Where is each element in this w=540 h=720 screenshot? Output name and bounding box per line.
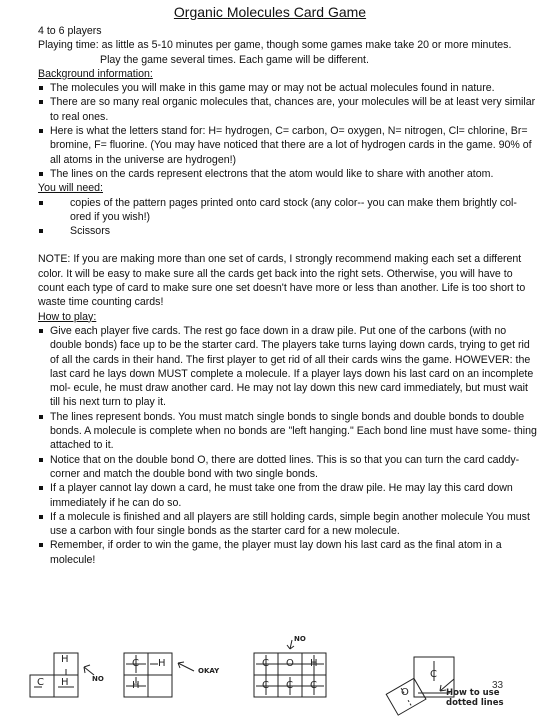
atom-label: H [61,677,69,688]
background-heading: Background information: [38,67,153,80]
page-title: Organic Molecules Card Game [173,4,367,20]
players-line: 4 to 6 players [38,25,102,37]
page-number: 33 [492,680,504,691]
atom-label: C [310,680,317,691]
need-heading: You will need: [38,182,103,195]
list-item: Give each player five cards. The rest go face down in a draw pile. Put one of the carbons (with no double bonds) face up to be the starter card. The players take turns laying down cards, trying to get rid of all the cards in their hand. The first player to get rid of all their cards wins the game. HOWEVER: the last card he lays down MUST complete a molecule. If a player lays down his last card on an incomplete mol- ecule, he must draw another card. He may not lay down this new card immediately, but must wait till his next turn to play it. [38,324,538,410]
atom-label: O [401,687,409,698]
atom-label: C [37,677,44,688]
list-item: Here is what the letters stand for: H= hydrogen, C= carbon, O= oxygen, N= nitrogen, Cl= chlorine, Br= bromine, F= fluorine. (You may have noticed that there are a lot of hydrogen cards in the game. 90% of all atoms in the universe are hydrogen!) [38,124,538,167]
atom-label: C [430,669,437,680]
list-item: Remember, if order to win the game, the player must lay down his last card as the final atom in a molecule! [38,538,538,567]
list-item: If a player cannot lay down a card, he must take one from the draw pile. He may lay this card down immediately if he can do so. [38,481,538,510]
atom-label: C [262,658,269,669]
atom-label: C [286,680,293,691]
list-item: The lines on the cards represent electrons that the atom would like to share with another atom. [38,167,538,181]
list-item: The lines represent bonds. You must match single bonds to single bonds and double bonds to double bonds. A molecule is complete when no bonds are "left hanging." Each bond line must have some- thing attached to it. [38,410,538,453]
atom-label: H [132,680,140,691]
atom-label: H [158,658,166,669]
need-item-scissors: Scissors [70,225,111,238]
list-item: There are so many real organic molecules that, chances are, your molecules will be at least very similar to real ones. [38,95,538,124]
dotted-lines-handnote: How to use dotted lines [446,688,504,708]
atom-label: H [310,658,318,669]
howto-list [38,324,538,567]
fig1-no-label: NO [92,675,104,683]
card-outline [148,675,172,697]
fig3-no-label: NO [294,635,306,643]
fig2-okay-label: OKAY [198,667,220,675]
atom-label: C [262,680,269,691]
note-paragraph: NOTE: If you are making more than one set of cards, I strongly recommend making each set a different color. It will be easy to make sure all the cards get back into the right sets. Otherwise, you will have to count each type of card to make sure one set doesn't have more or less than another. Life is too short to waste time counting cards! [38,253,526,309]
playing-time-line: Playing time: as little as 5-10 minutes per game, though some games make take 20 or more minutes. [38,39,512,52]
document-body [38,24,538,567]
background-list [38,81,538,181]
list-item: Notice that on the double bond O, there are dotted lines. This is so that you can turn the card caddy-corner and match the double bond with two single bonds. [38,453,538,482]
howto-heading: How to play: [38,310,97,323]
atom-label: H [61,654,69,665]
spacer [38,238,538,252]
need-list [38,196,538,239]
need-item-cards: copies of the pattern pages printed onto card stock (any color-- you can make them brightly col- ored if you wish!) [70,196,517,223]
list-item: The molecules you will make in this game may or may not be actual molecules found in nature. [38,81,538,95]
list-item [38,224,538,238]
list-item: If a molecule is finished and all players are still holding cards, simple begin another molecule You must use a carbon with four single bonds as the starter card for a new molecule. [38,510,538,539]
atom-label: O [286,658,294,669]
atom-label: C [132,658,139,669]
several-times-line: Play the game several times. Each game will be different. [100,53,369,66]
list-item [38,196,538,225]
